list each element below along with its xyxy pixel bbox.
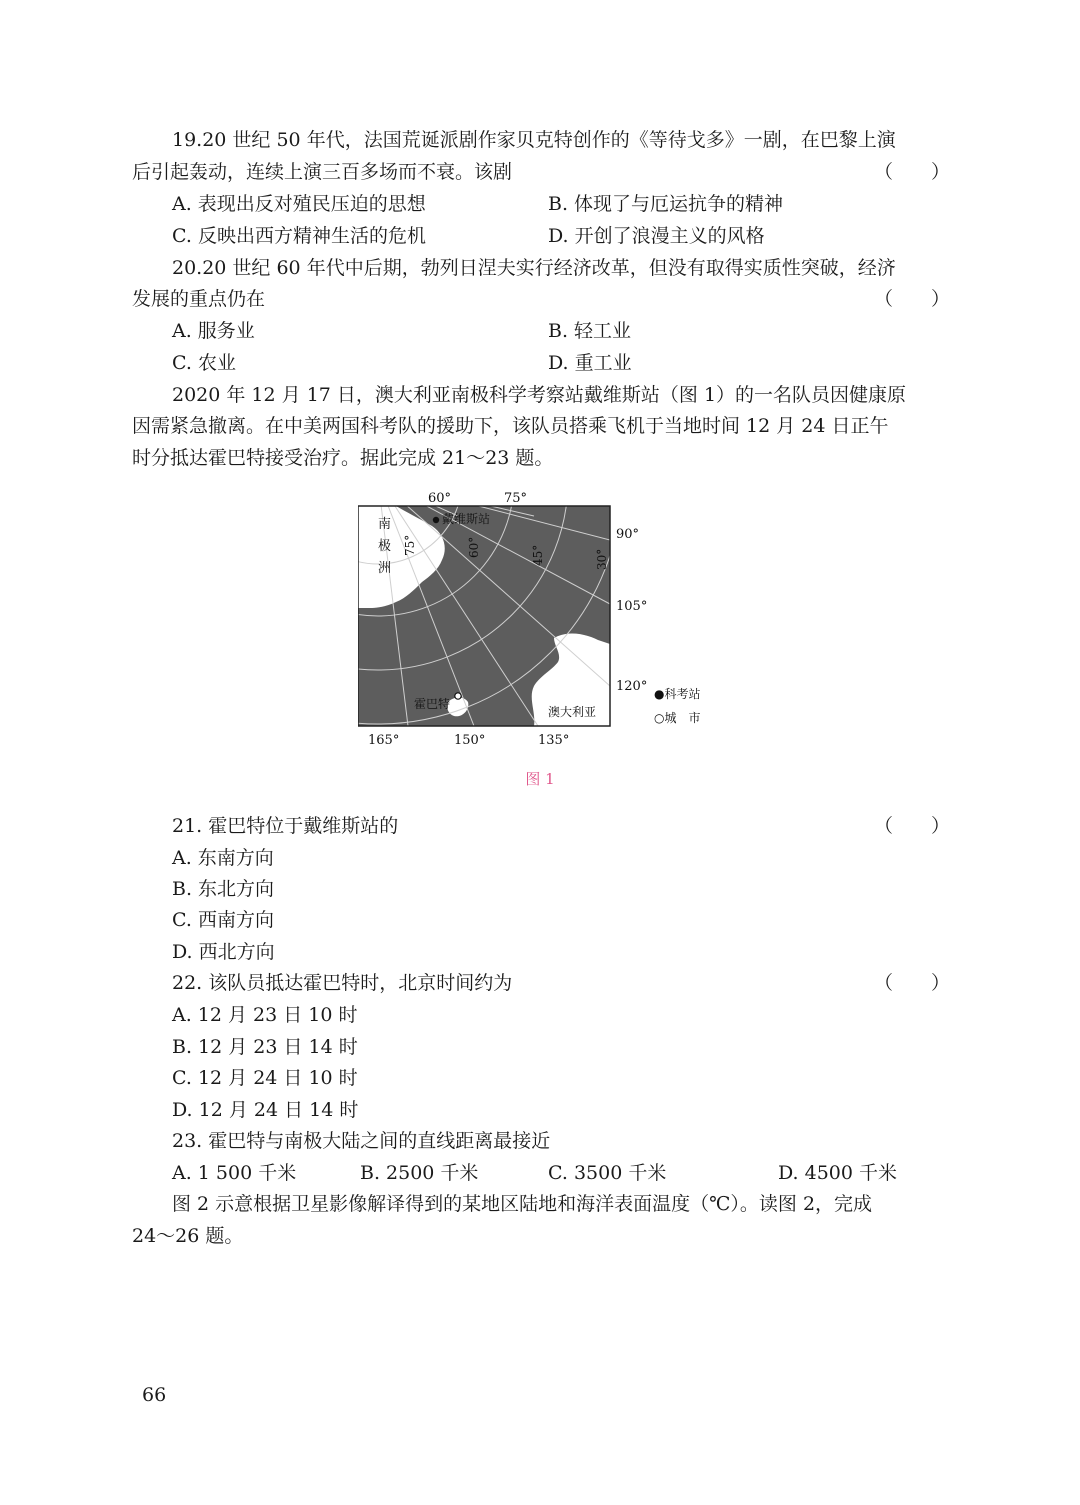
continent-char-2: 极	[378, 539, 392, 554]
legend-city: ○城 市	[654, 711, 701, 725]
q20-option-d: D. 重工业	[548, 352, 632, 374]
map-svg	[358, 490, 718, 752]
q23-option-d: D. 4500 千米	[778, 1162, 898, 1184]
intro24-line1: 图 2 示意根据卫星影像解译得到的某地区陆地和海洋表面温度（℃）。读图 2，完成	[172, 1193, 873, 1215]
figure1-caption: 图 1	[525, 770, 555, 788]
q21-answer-blank: （ ）	[873, 815, 950, 837]
label-top-75: 75°	[504, 491, 528, 506]
q21-stem-text: 21. 霍巴特位于戴维斯站的	[172, 815, 399, 837]
q22-option-b: B. 12 月 23 日 14 时	[172, 1036, 358, 1058]
q19-option-b: B. 体现了与厄运抗争的精神	[548, 193, 784, 215]
q22-stem	[172, 971, 950, 995]
lat-label-75: 75°	[403, 534, 417, 556]
label-bottom-165: 165°	[368, 733, 400, 748]
q19-stem-line1: 19.20 世纪 50 年代，法国荒诞派剧作家贝克特创作的《等待戈多》一剧，在巴黎上演	[172, 129, 896, 151]
q19-option-a: A. 表现出反对殖民压迫的思想	[172, 193, 426, 215]
q19-option-d: D. 开创了浪漫主义的风格	[548, 225, 765, 247]
continent-char-1: 南	[378, 517, 392, 532]
label-top-60: 60°	[428, 491, 452, 506]
q22-stem-text: 22. 该队员抵达霍巴特时，北京时间约为	[172, 972, 513, 994]
q22-option-c: C. 12 月 24 日 10 时	[172, 1067, 358, 1089]
q20-stem-line2	[132, 287, 950, 311]
q20-option-b: B. 轻工业	[548, 320, 632, 342]
q20-option-c: C. 农业	[172, 352, 236, 374]
city-label: 霍巴特	[414, 697, 451, 711]
intro21-line3: 时分抵达霍巴特接受治疗。据此完成 21～23 题。	[132, 447, 554, 469]
q21-stem	[172, 814, 950, 838]
intro21-line2: 因需紧急撤离。在中美两国科考队的援助下，该队员搭乘飞机于当地时间 12 月 24 日正午	[132, 415, 889, 437]
q21-option-c: C. 西南方向	[172, 909, 274, 931]
q22-answer-blank: （ ）	[873, 972, 950, 994]
australia-label: 澳大利亚	[548, 705, 597, 719]
label-right-90: 90°	[616, 527, 640, 542]
city-marker-icon	[455, 693, 461, 699]
q20-stem-line1: 20.20 世纪 60 年代中后期，勃列日涅夫实行经济改革，但没有取得实质性突破，经济	[172, 257, 896, 279]
q23-stem: 23. 霍巴特与南极大陆之间的直线距离最接近	[172, 1130, 551, 1152]
station-marker-icon	[433, 517, 439, 523]
intro21-line1: 2020 年 12 月 17 日，澳大利亚南极科学考察站戴维斯站（图 1）的一名队员因健康原	[172, 384, 907, 406]
intro24-line2: 24～26 题。	[132, 1225, 244, 1247]
q23-option-b: B. 2500 千米	[360, 1162, 479, 1184]
lat-label-30: 30°	[595, 548, 609, 570]
label-bottom-135: 135°	[538, 733, 570, 748]
q21-option-b: B. 东北方向	[172, 878, 275, 900]
q21-option-d: D. 西北方向	[172, 941, 275, 963]
q19-stem-text: 后引起轰动，连续上演三百多场而不衰。该剧	[132, 161, 513, 183]
figure1-map	[358, 490, 718, 752]
q19-stem-line2	[132, 160, 950, 184]
q20-option-a: A. 服务业	[172, 320, 255, 342]
page-number: 66	[142, 1384, 167, 1406]
q23-option-c: C. 3500 千米	[548, 1162, 667, 1184]
q19-answer-blank: （ ）	[873, 161, 950, 183]
q22-option-a: A. 12 月 23 日 10 时	[172, 1004, 358, 1026]
lat-label-45: 45°	[531, 544, 545, 566]
label-right-105: 105°	[616, 599, 648, 614]
lat-label-60: 60°	[467, 536, 481, 558]
legend-station: ●科考站	[654, 687, 701, 701]
q20-stem-text: 发展的重点仍在	[132, 288, 266, 310]
station-label: 戴维斯站	[442, 512, 491, 526]
q23-option-a: A. 1 500 千米	[172, 1162, 297, 1184]
q22-option-d: D. 12 月 24 日 14 时	[172, 1099, 359, 1121]
label-right-120: 120°	[616, 679, 648, 694]
label-bottom-150: 150°	[454, 733, 486, 748]
q20-answer-blank: （ ）	[873, 288, 950, 310]
q19-option-c: C. 反映出西方精神生活的危机	[172, 225, 426, 247]
q21-option-a: A. 东南方向	[172, 847, 274, 869]
continent-char-3: 洲	[378, 561, 392, 576]
